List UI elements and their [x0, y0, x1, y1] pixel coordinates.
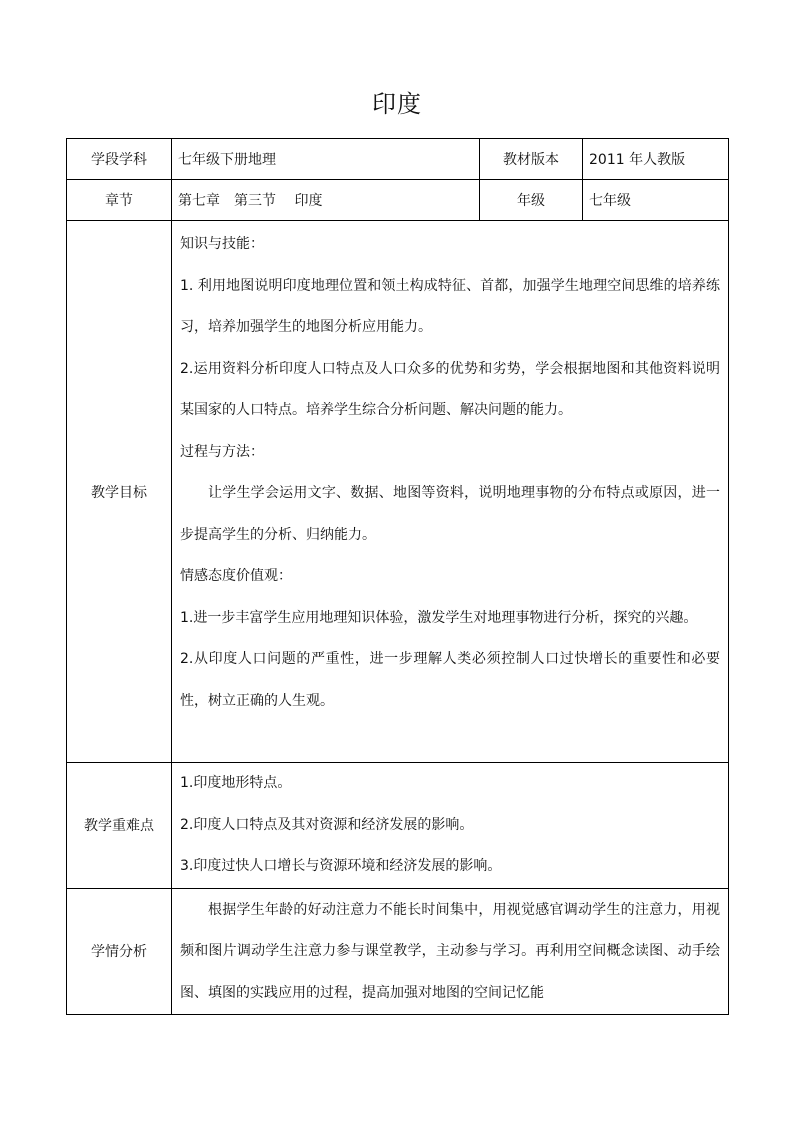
learner-analysis-text: 根据学生年龄的好动注意力不能长时间集中，用视觉感官调动学生的注意力，用视频和图片调动学生注意力参与课堂教学，主动参与学习。再利用空间概念读图、动手绘图、填图的实践应用的过程，提高加强对地图的空间记忆能 — [180, 901, 720, 1001]
learner-analysis-content — [172, 888, 729, 1014]
objective-heading-attitude: 情感态度价值观： — [180, 568, 292, 584]
key-point-item: 2.印度人口特点及其对资源和经济发展的影响。 — [180, 816, 474, 833]
table-row — [67, 221, 729, 763]
objective-item: 2.运用资料分析印度人口特点及人口众多的优势和劣势，学会根据地图和其他资料说明某国家的人口特点。培养学生综合分析问题、解决问题的能力。 — [180, 360, 720, 418]
textbook-edition-value: 2011 年人教版 — [583, 139, 729, 180]
table-row — [67, 763, 729, 889]
teaching-objectives-label: 教学目标 — [67, 221, 172, 763]
learner-analysis-label: 学情分析 — [67, 888, 172, 1014]
table-row — [67, 180, 729, 221]
page-title: 印度 — [372, 90, 422, 118]
objective-item: 1.进一步丰富学生应用地理知识体验，激发学生对地理事物进行分析，探究的兴趣。 — [180, 609, 698, 626]
stage-subject-label: 学段学科 — [67, 139, 172, 180]
key-point-item: 3.印度过快人口增长与资源环境和经济发展的影响。 — [180, 858, 502, 874]
table-row — [67, 888, 729, 1014]
table-row — [67, 139, 729, 180]
objective-item: 让学生学会运用文字、数据、地图等资料，说明地理事物的分布特点或原因，进一步提高学生的分析、归纳能力。 — [180, 485, 720, 543]
grade-label: 年级 — [480, 180, 583, 221]
objective-heading-knowledge: 知识与技能： — [180, 236, 264, 252]
key-point-item: 1.印度地形特点。 — [180, 775, 292, 791]
objective-heading-process: 过程与方法： — [180, 443, 264, 460]
teaching-objectives-content — [172, 221, 734, 763]
key-points-content — [172, 763, 729, 889]
objective-item: 1. 利用地图说明印度地理位置和领土构成特征、首都，加强学生地理空间思维的培养练 习，培养加强学生的地图分析应用能力。 — [180, 277, 734, 335]
textbook-edition-label: 教材版本 — [480, 139, 583, 180]
stage-subject-value: 七年级下册地理 — [172, 139, 480, 180]
lesson-plan-table — [66, 138, 734, 1015]
chapter-label: 章节 — [67, 180, 172, 221]
chapter-value: 第七章 第三节 印度 — [172, 180, 480, 221]
key-points-label: 教学重难点 — [67, 763, 172, 889]
grade-value: 七年级 — [583, 180, 729, 221]
objective-item: 2.从印度人口问题的严重性，进一步理解人类必须控制人口过快增长的重要性和必要性，树立正确的人生观。 — [180, 651, 720, 709]
